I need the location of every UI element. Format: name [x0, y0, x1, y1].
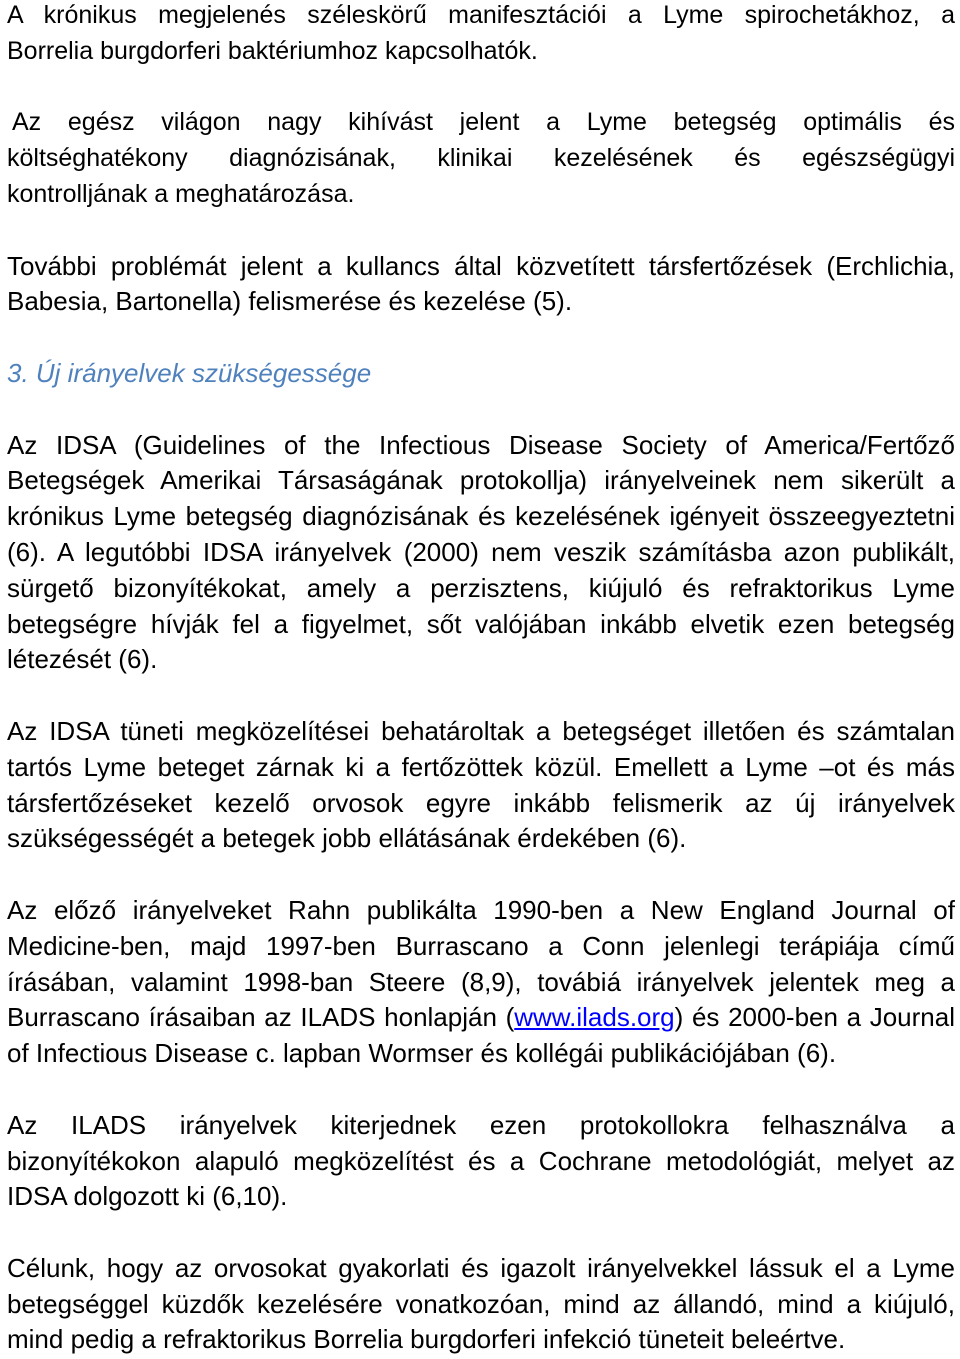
section-heading-block	[7, 356, 955, 392]
paragraph-line: Célunk, hogy az orvosokat gyakorlati és igazolt irányelvekkel lássuk el a Lyme	[7, 1252, 955, 1283]
paragraph-line: Az ILADS irányelvek kiterjednek ezen protokollokra felhasználva a	[7, 1109, 955, 1140]
paragraph-line: Az IDSA tüneti megközelítései behatároltak a betegséget illetően és számtalan	[7, 715, 955, 746]
intro-paragraph-2	[7, 105, 955, 212]
paragraph-line: Borrelia burgdorferi baktériumhoz kapcsolhatók.	[7, 36, 538, 65]
ilads-link[interactable]: www.ilads.org	[514, 1002, 675, 1033]
paragraph-line: Medicine-ben, majd 1997-ben Burrascano a Conn jelenlegi terápiája című	[7, 930, 955, 961]
line-text-after-link: ) és 2000-ben a Journal	[674, 1002, 955, 1033]
intro-paragraph-3	[7, 249, 955, 321]
intro-paragraph-1	[7, 0, 955, 70]
paragraph-line: tartós Lyme beteget zárnak ki a fertőzöttek közül. Emellett a Lyme –ot és más	[7, 751, 955, 782]
paragraph-line: További problémát jelent a kullancs által közvetített társfertőzések (Erchlichia,	[7, 250, 955, 281]
paragraph-line: betegséggel küzdők kezelésére vonatkozóan, mind az állandó, mind a kiújuló,	[7, 1288, 955, 1319]
paragraph-line: szükségességét a betegek jobb ellátásának érdekében (6).	[7, 823, 687, 854]
paragraph-line: társfertőzéseket kezelő orvosok egyre inkább felismerik az új irányelvek	[7, 787, 955, 818]
paragraph-line: betegségre hívják fel a figyelmet, sőt valójában inkább elvetik ezen betegség	[7, 608, 955, 639]
paragraph-line: Az előző irányelveket Rahn publikálta 1990-ben a New England Journal of	[7, 894, 955, 925]
paragraph-line: krónikus Lyme betegség diagnózisának és kezelésének igényeit összeegyeztetni	[7, 501, 955, 532]
paragraph-line: költséghatékony diagnózisának, klinikai kezelésének és egészségügyi	[7, 144, 955, 173]
paragraph-line: Az egész világon nagy kihívást jelent a Lyme betegség optimális és	[12, 108, 955, 137]
paragraph-line: kontrolljának a meghatározása.	[7, 179, 355, 208]
paragraph-line: Babesia, Bartonella) felismerése és kezelése (5).	[7, 286, 573, 317]
section-paragraph-4	[7, 1108, 955, 1215]
paragraph-line: mind pedig a refraktorikus Borrelia burgdorferi infekció tüneteit beleértve.	[7, 1324, 846, 1355]
paragraph-line: (6). A legutóbbi IDSA irányelvek (2000) nem veszik számításba azon publikált,	[7, 536, 955, 567]
paragraph-line: bizonyítékokon alapuló megközelítést és a Cochrane metodológiát, melyet az	[7, 1145, 955, 1176]
paragraph-line: IDSA dolgozott ki (6,10).	[7, 1181, 288, 1212]
paragraph-line: Betegségek Amerikai Társaságának protokollja) irányelveinek nem sikerült a	[7, 465, 955, 496]
line-text-before-link: Burrascano írásaiban az ILADS honlapján (	[7, 1002, 515, 1033]
paragraph-line: írásában, valamint 1998-ban Steere (8,9), továbiá irányelvek jelentek meg a	[7, 966, 955, 997]
paragraph-line: sürgető bizonyítékokat, amely a perzisztens, kiújuló és refraktorikus Lyme	[7, 572, 955, 603]
document-page	[7, 0, 955, 1358]
paragraph-line: létezését (6).	[7, 644, 158, 675]
section-paragraph-3	[7, 893, 955, 1072]
section-paragraph-5	[7, 1251, 955, 1358]
paragraph-line-with-link	[7, 1000, 955, 1036]
section-paragraph-1	[7, 428, 955, 679]
section-heading: 3. Új irányelvek szükségessége	[7, 357, 372, 388]
paragraph-line: Az IDSA (Guidelines of the Infectious Disease Society of America/Fertőző	[7, 429, 955, 460]
paragraph-line: A krónikus megjelenés széleskörű manifesztációi a Lyme spirochetákhoz, a	[7, 1, 955, 29]
paragraph-line: of Infectious Disease c. lapban Wormser és kollégái publikációjában (6).	[7, 1038, 837, 1069]
section-paragraph-2	[7, 714, 955, 857]
